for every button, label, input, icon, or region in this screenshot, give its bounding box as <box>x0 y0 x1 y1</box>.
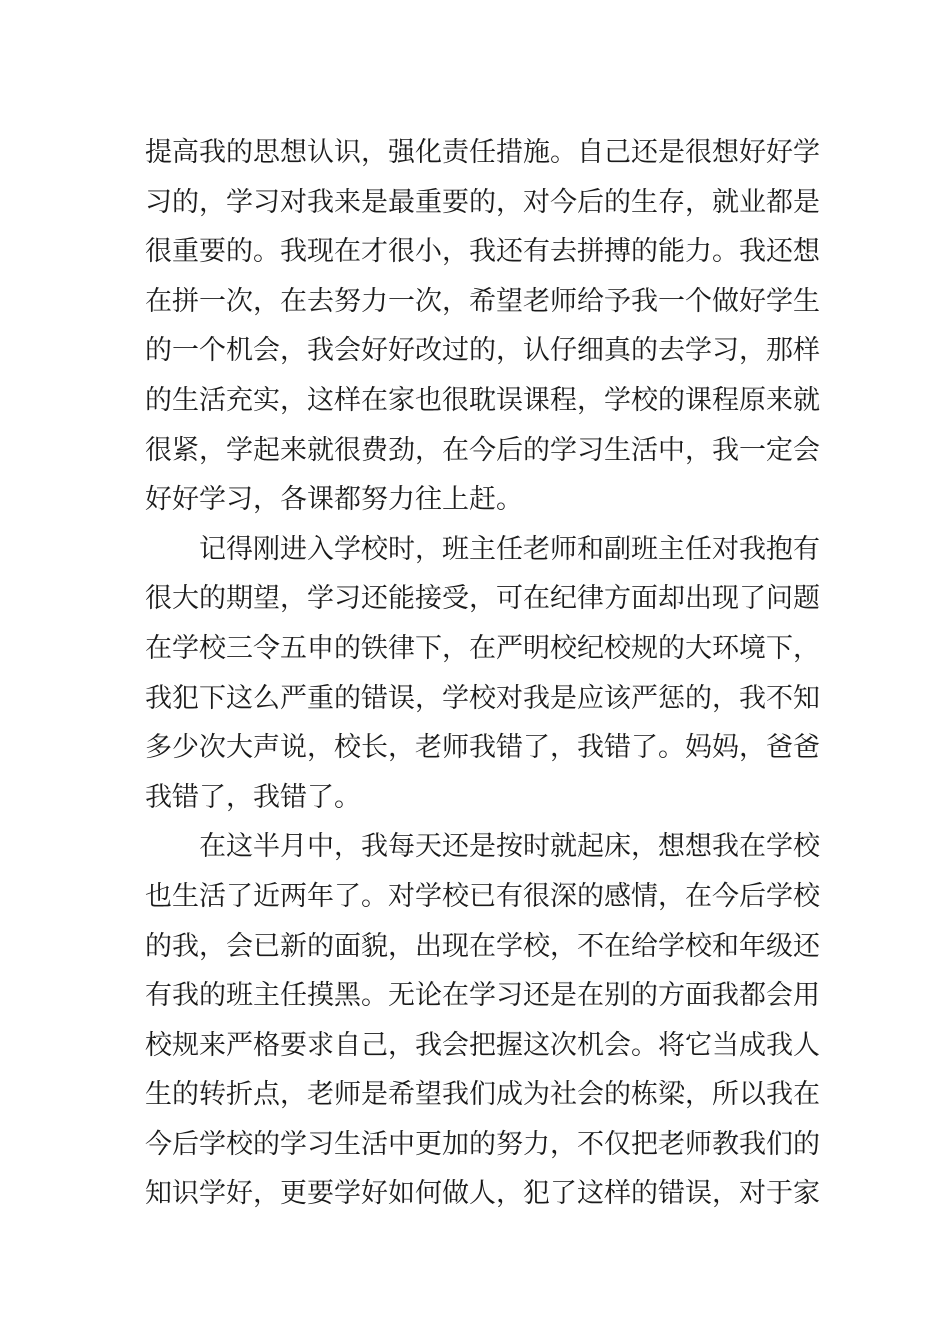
document-body <box>145 128 820 1219</box>
paragraph <box>145 128 820 525</box>
paragraph <box>145 822 820 1219</box>
text-line: 很紧，学起来就很费劲，在今后的学习生活中，我一定会 <box>145 434 820 466</box>
text-line: 校规来严格要求自己，我会把握这次机会。将它当成我人 <box>145 1029 820 1061</box>
text-line: 在学校三令五申的铁律下，在严明校纪校规的大环境下， <box>145 632 820 664</box>
text-line: 在拼一次，在去努力一次，希望老师给予我一个做好学生 <box>145 285 820 317</box>
text-line: 提高我的思想认识，强化责任措施。自己还是很想好好学 <box>145 137 820 168</box>
text-line: 的生活充实，这样在家也很耽误课程，学校的课程原来就 <box>145 384 820 416</box>
text-line: 今后学校的学习生活中更加的努力，不仅把老师教我们的 <box>145 1128 820 1160</box>
paragraph <box>145 525 820 823</box>
text-line: 习的，学习对我来是最重要的，对今后的生存，就业都是 <box>145 186 820 218</box>
text-line: 我犯下这么严重的错误，学校对我是应该严惩的，我不知 <box>145 682 820 714</box>
text-line: 多少次大声说，校长，老师我错了，我错了。妈妈，爸爸 <box>145 732 820 764</box>
text-line: 的我，会已新的面貌，出现在学校，不在给学校和年级还 <box>145 930 820 962</box>
text-line: 也生活了近两年了。对学校已有很深的感情，在今后学校 <box>145 880 820 912</box>
text-line: 好好学习，各课都努力往上赶。 <box>145 484 523 516</box>
text-line: 有我的班主任摸黑。无论在学习还是在别的方面我都会用 <box>145 980 820 1012</box>
text-line: 很重要的。我现在才很小，我还有去拼搏的能力。我还想 <box>145 236 820 268</box>
text-line: 的一个机会，我会好好改过的，认仔细真的去学习，那样 <box>145 335 820 367</box>
text-line: 记得刚进入学校时，班主任老师和副班主任对我抱有 <box>199 533 820 565</box>
text-line: 我错了，我错了。 <box>145 781 361 813</box>
text-line: 生的转折点，老师是希望我们成为社会的栋梁，所以我在 <box>145 1079 820 1111</box>
text-line: 很大的期望，学习还能接受，可在纪律方面却出现了问题 <box>145 583 820 615</box>
text-line: 知识学好，更要学好如何做人，犯了这样的错误，对于家 <box>145 1178 820 1210</box>
text-line: 在这半月中，我每天还是按时就起床，想想我在学校 <box>199 831 820 863</box>
